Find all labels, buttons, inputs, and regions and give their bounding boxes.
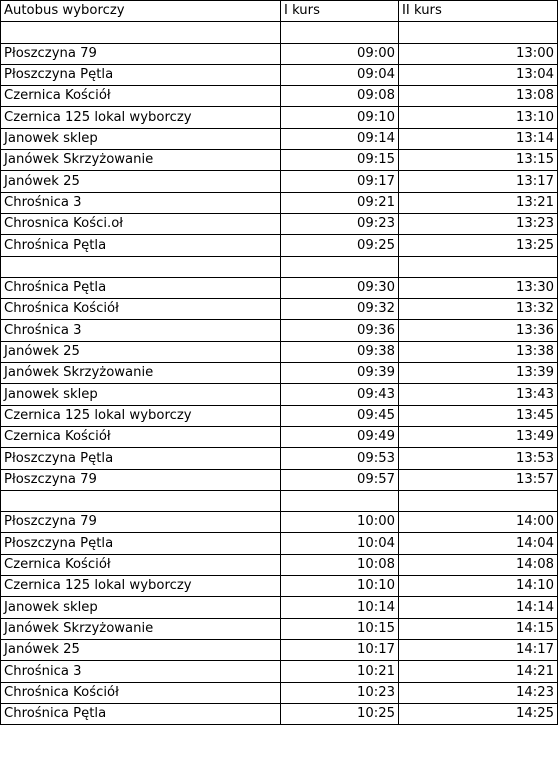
run1-time-cell: 10:10 [281, 576, 399, 597]
run1-time-cell: 09:17 [281, 171, 399, 192]
run1-time-cell: 09:30 [281, 277, 399, 298]
run1-time-cell: 09:36 [281, 320, 399, 341]
run1-time-cell: 09:49 [281, 426, 399, 447]
run2-time-cell: 13:17 [399, 171, 558, 192]
stop-name-cell: Chrośnica Pętla [1, 235, 281, 256]
spacer-row [1, 256, 558, 277]
empty-cell [281, 490, 399, 511]
stop-name-cell: Czernica Kościół [1, 554, 281, 575]
stop-name-cell: Janowek sklep [1, 597, 281, 618]
run2-time-cell: 13:53 [399, 448, 558, 469]
stop-name-cell: Janówek Skrzyżowanie [1, 363, 281, 384]
run1-time-cell: 10:00 [281, 512, 399, 533]
run2-time-cell: 13:21 [399, 192, 558, 213]
header-run2: II kurs [399, 1, 558, 22]
empty-cell [1, 22, 281, 43]
table-row [1, 150, 558, 171]
stop-name-cell: Czernica 125 lokal wyborczy [1, 576, 281, 597]
run2-time-cell: 13:25 [399, 235, 558, 256]
run2-time-cell: 13:38 [399, 341, 558, 362]
header-stop: Autobus wyborczy [1, 1, 281, 22]
table-row [1, 277, 558, 298]
run2-time-cell: 14:25 [399, 703, 558, 724]
stop-name-cell: Płoszczyna 79 [1, 43, 281, 64]
run1-time-cell: 09:14 [281, 128, 399, 149]
stop-name-cell: Chrośnica 3 [1, 192, 281, 213]
run2-time-cell: 13:04 [399, 64, 558, 85]
table-row [1, 64, 558, 85]
run2-time-cell: 13:23 [399, 213, 558, 234]
run1-time-cell: 10:08 [281, 554, 399, 575]
run1-time-cell: 09:38 [281, 341, 399, 362]
stop-name-cell: Janowek sklep [1, 384, 281, 405]
stop-name-cell: Janówek 25 [1, 639, 281, 660]
spacer-row [1, 490, 558, 511]
table-row [1, 618, 558, 639]
run1-time-cell: 09:45 [281, 405, 399, 426]
table-row [1, 107, 558, 128]
run1-time-cell: 10:17 [281, 639, 399, 660]
stop-name-cell: Płoszczyna 79 [1, 512, 281, 533]
empty-cell [1, 490, 281, 511]
stop-name-cell: Janówek Skrzyżowanie [1, 618, 281, 639]
table-row [1, 512, 558, 533]
table-row [1, 661, 558, 682]
table-row [1, 533, 558, 554]
run1-time-cell: 09:04 [281, 64, 399, 85]
run2-time-cell: 14:10 [399, 576, 558, 597]
table-row [1, 597, 558, 618]
empty-cell [399, 22, 558, 43]
stop-name-cell: Janówek 25 [1, 171, 281, 192]
stop-name-cell: Czernica Kościół [1, 86, 281, 107]
schedule-body [1, 1, 558, 725]
run1-time-cell: 09:57 [281, 469, 399, 490]
stop-name-cell: Chrośnica Pętla [1, 703, 281, 724]
table-row [1, 128, 558, 149]
run1-time-cell: 10:25 [281, 703, 399, 724]
run1-time-cell: 09:21 [281, 192, 399, 213]
empty-cell [399, 256, 558, 277]
empty-cell [399, 490, 558, 511]
table-row [1, 554, 558, 575]
table-row [1, 213, 558, 234]
table-row [1, 703, 558, 724]
run1-time-cell: 10:14 [281, 597, 399, 618]
run1-time-cell: 09:53 [281, 448, 399, 469]
run2-time-cell: 13:39 [399, 363, 558, 384]
table-row [1, 192, 558, 213]
run1-time-cell: 09:25 [281, 235, 399, 256]
table-row [1, 235, 558, 256]
run2-time-cell: 13:10 [399, 107, 558, 128]
table-row [1, 86, 558, 107]
run2-time-cell: 13:45 [399, 405, 558, 426]
stop-name-cell: Janowek sklep [1, 128, 281, 149]
run2-time-cell: 13:36 [399, 320, 558, 341]
run1-time-cell: 09:39 [281, 363, 399, 384]
stop-name-cell: Chrośnica Kościół [1, 682, 281, 703]
run1-time-cell: 09:32 [281, 299, 399, 320]
run1-time-cell: 09:15 [281, 150, 399, 171]
stop-name-cell: Czernica 125 lokal wyborczy [1, 405, 281, 426]
table-row [1, 682, 558, 703]
run2-time-cell: 14:15 [399, 618, 558, 639]
run1-time-cell: 09:23 [281, 213, 399, 234]
table-row [1, 43, 558, 64]
run2-time-cell: 14:21 [399, 661, 558, 682]
run1-time-cell: 09:10 [281, 107, 399, 128]
table-row [1, 405, 558, 426]
stop-name-cell: Chrośnica 3 [1, 661, 281, 682]
run1-time-cell: 10:04 [281, 533, 399, 554]
stop-name-cell: Chrośnica Kościół [1, 299, 281, 320]
run2-time-cell: 13:49 [399, 426, 558, 447]
run2-time-cell: 14:08 [399, 554, 558, 575]
stop-name-cell: Płoszczyna Pętla [1, 448, 281, 469]
stop-name-cell: Czernica 125 lokal wyborczy [1, 107, 281, 128]
run1-time-cell: 09:00 [281, 43, 399, 64]
table-row [1, 448, 558, 469]
table-row [1, 341, 558, 362]
empty-cell [1, 256, 281, 277]
stop-name-cell: Czernica Kościół [1, 426, 281, 447]
table-row [1, 363, 558, 384]
stop-name-cell: Chrośnica Pętla [1, 277, 281, 298]
stop-name-cell: Płoszczyna 79 [1, 469, 281, 490]
table-row [1, 299, 558, 320]
stop-name-cell: Chrosnica Kości.oł [1, 213, 281, 234]
run2-time-cell: 13:00 [399, 43, 558, 64]
run2-time-cell: 13:14 [399, 128, 558, 149]
table-row [1, 469, 558, 490]
table-row [1, 639, 558, 660]
table-row [1, 384, 558, 405]
stop-name-cell: Płoszczyna Pętla [1, 64, 281, 85]
run1-time-cell: 10:15 [281, 618, 399, 639]
run2-time-cell: 14:14 [399, 597, 558, 618]
table-row [1, 171, 558, 192]
run2-time-cell: 14:00 [399, 512, 558, 533]
empty-cell [281, 256, 399, 277]
run2-time-cell: 14:04 [399, 533, 558, 554]
header-run1: I kurs [281, 1, 399, 22]
empty-cell [281, 22, 399, 43]
run2-time-cell: 13:08 [399, 86, 558, 107]
run2-time-cell: 14:17 [399, 639, 558, 660]
run1-time-cell: 09:08 [281, 86, 399, 107]
run1-time-cell: 10:23 [281, 682, 399, 703]
stop-name-cell: Chrośnica 3 [1, 320, 281, 341]
run2-time-cell: 13:43 [399, 384, 558, 405]
run2-time-cell: 13:30 [399, 277, 558, 298]
stop-name-cell: Płoszczyna Pętla [1, 533, 281, 554]
table-row [1, 576, 558, 597]
run2-time-cell: 13:57 [399, 469, 558, 490]
stop-name-cell: Janówek 25 [1, 341, 281, 362]
table-row [1, 426, 558, 447]
spacer-row [1, 22, 558, 43]
run2-time-cell: 14:23 [399, 682, 558, 703]
stop-name-cell: Janówek Skrzyżowanie [1, 150, 281, 171]
table-row [1, 320, 558, 341]
run2-time-cell: 13:15 [399, 150, 558, 171]
header-row [1, 1, 558, 22]
run2-time-cell: 13:32 [399, 299, 558, 320]
run1-time-cell: 10:21 [281, 661, 399, 682]
run1-time-cell: 09:43 [281, 384, 399, 405]
